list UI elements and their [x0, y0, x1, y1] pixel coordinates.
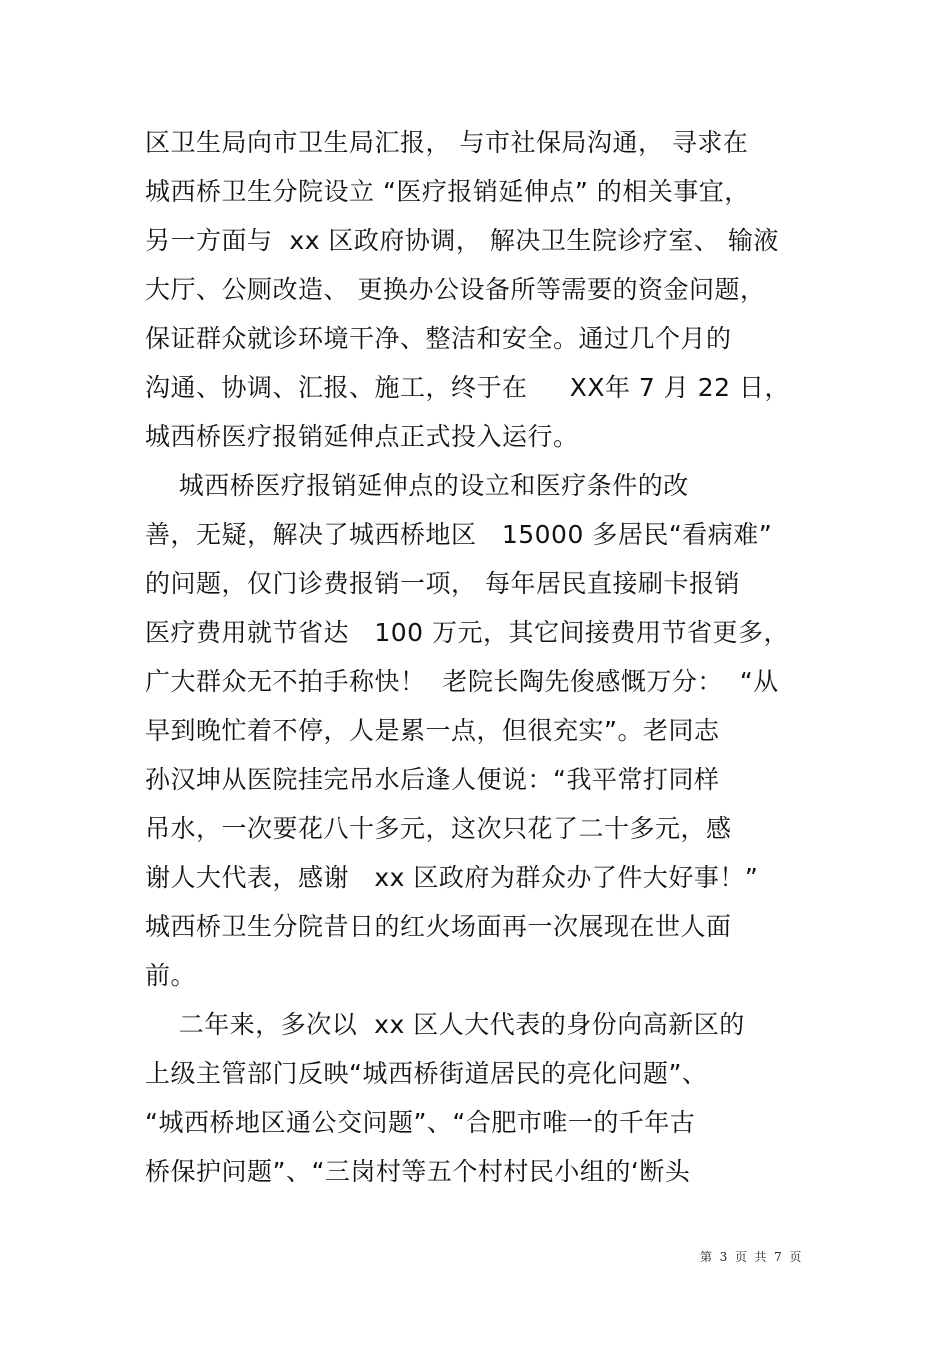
text-line: 二年来，多次以 xx 区人大代表的身份向高新区的 — [145, 1010, 745, 1039]
text-line: 广大群众无不拍手称快！ 老院长陶先俊感慨万分： “从 — [145, 667, 779, 696]
text-line: 城西桥卫生分院设立 “医疗报销延伸点” 的相关事宜， — [145, 177, 750, 206]
text-line: 前。 — [145, 961, 197, 990]
text-line: “城西桥地区通公交问题”、“合肥市唯一的千年古 — [145, 1108, 696, 1137]
body-text — [145, 118, 825, 1196]
text-line: 孙汉坤从医院挂完吊水后逢人便说：“我平常打同样 — [145, 765, 720, 794]
page-number-footer: 第 3 页 共 7 页 — [700, 1250, 802, 1264]
text-line: 大厅、公厕改造、 更换办公设备所等需要的资金问题， — [145, 275, 766, 304]
text-line: 城西桥医疗报销延伸点正式投入运行。 — [145, 422, 579, 451]
text-line: 早到晚忙着不停，人是累一点，但很充实”。老同志 — [145, 716, 720, 745]
text-line: 城西桥卫生分院昔日的红火场面再一次展现在世人面 — [145, 912, 732, 941]
text-line: 医疗费用就节省达 100 万元，其它间接费用节省更多， — [145, 618, 790, 647]
text-line: 吊水，一次要花八十多元，这次只花了二十多元，感 — [145, 814, 732, 843]
text-line: 上级主管部门反映“城西桥街道居民的亮化问题”、 — [145, 1059, 708, 1088]
text-line: 城西桥医疗报销延伸点的设立和医疗条件的改 — [145, 471, 689, 500]
text-line: 另一方面与 xx 区政府协调， 解决卫生院诊疗室、 输液 — [145, 226, 779, 255]
text-line: 区卫生局向市卫生局汇报， 与市社保局沟通， 寻求在 — [145, 128, 749, 157]
text-line: 保证群众就诊环境干净、整洁和安全。通过几个月的 — [145, 324, 732, 353]
text-line: 的问题，仅门诊费报销一项， 每年居民直接刷卡报销 — [145, 569, 740, 598]
text-line: 沟通、协调、汇报、施工，终于在 XX年 7 月 22 日， — [145, 373, 790, 402]
text-line: 善，无疑，解决了城西桥地区 15000 多居民“看病难” — [145, 520, 773, 549]
text-line: 桥保护问题”、“三岗村等五个村村民小组的‘断头 — [145, 1157, 691, 1186]
text-line: 谢人大代表，感谢 xx 区政府为群众办了件大好事！” — [145, 863, 759, 892]
